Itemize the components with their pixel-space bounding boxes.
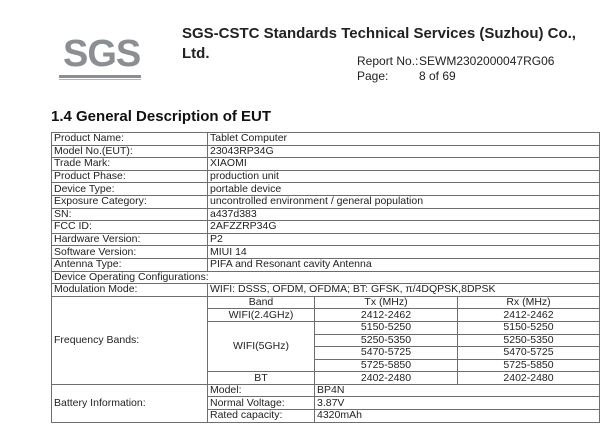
report-number-row bbox=[357, 54, 554, 69]
table-row bbox=[52, 145, 600, 158]
table-row bbox=[52, 271, 600, 284]
row-label: Exposure Category: bbox=[52, 195, 208, 208]
row-label: Software Version: bbox=[52, 246, 208, 259]
rx-cell: 5150-5250 bbox=[458, 321, 600, 334]
company-name: SGS-CSTC Standards Technical Services (Suzhou) Co., Ltd. bbox=[182, 25, 576, 62]
page-row bbox=[357, 69, 554, 84]
tx-cell: 5150-5250 bbox=[315, 321, 458, 334]
row-label: SN: bbox=[52, 208, 208, 221]
logo-underline-thin bbox=[59, 79, 141, 80]
battery-model-value: BP4N bbox=[315, 384, 600, 397]
table-row bbox=[52, 246, 600, 259]
tx-header: Tx (MHz) bbox=[315, 296, 458, 309]
band-cell: WIFI(2.4GHz) bbox=[208, 309, 315, 322]
row-label: Device Operating Configurations: bbox=[52, 271, 600, 284]
logo-text: SGS bbox=[63, 33, 141, 75]
row-label: Device Type: bbox=[52, 183, 208, 196]
row-label: Hardware Version: bbox=[52, 233, 208, 246]
row-value: production unit bbox=[208, 170, 600, 183]
row-label: Modulation Mode: bbox=[52, 284, 208, 297]
battery-capacity-label: Rated capacity: bbox=[208, 410, 315, 423]
tx-cell: 5250-5350 bbox=[315, 334, 458, 347]
table-row bbox=[52, 133, 600, 146]
row-value: XIAOMI bbox=[208, 158, 600, 171]
table-row bbox=[52, 258, 600, 271]
tx-cell: 5725-5850 bbox=[315, 359, 458, 372]
row-value: 2AFZZRP34G bbox=[208, 221, 600, 234]
section-title: 1.4 General Description of EUT bbox=[51, 108, 272, 125]
row-label: Product Phase: bbox=[52, 170, 208, 183]
row-value: P2 bbox=[208, 233, 600, 246]
band-header: Band bbox=[208, 296, 315, 309]
rx-cell: 5725-5850 bbox=[458, 359, 600, 372]
rx-cell: 2402-2480 bbox=[458, 372, 600, 385]
row-label: Trade Mark: bbox=[52, 158, 208, 171]
row-value: a437d383 bbox=[208, 208, 600, 221]
frequency-bands-label: Frequency Bands: bbox=[52, 296, 208, 384]
report-number-label: Report No.: bbox=[357, 54, 419, 68]
eut-description-table bbox=[51, 132, 600, 423]
battery-voltage-value: 3.87V bbox=[315, 397, 600, 410]
table-row bbox=[52, 158, 600, 171]
row-label: Product Name: bbox=[52, 133, 208, 146]
table-row bbox=[52, 183, 600, 196]
battery-information-label: Battery Information: bbox=[52, 384, 208, 422]
row-value: 23043RP34G bbox=[208, 145, 600, 158]
row-value: PIFA and Resonant cavity Antenna bbox=[208, 258, 600, 271]
table-row bbox=[52, 221, 600, 234]
rx-cell: 5250-5350 bbox=[458, 334, 600, 347]
sgs-logo bbox=[57, 28, 139, 80]
battery-voltage-label: Normal Voltage: bbox=[208, 397, 315, 410]
row-value: MIUI 14 bbox=[208, 246, 600, 259]
row-value: portable device bbox=[208, 183, 600, 196]
battery-model-label: Model: bbox=[208, 384, 315, 397]
report-info bbox=[357, 54, 554, 84]
row-label: FCC ID: bbox=[52, 221, 208, 234]
row-value: Tablet Computer bbox=[208, 133, 600, 146]
tx-cell: 2412-2462 bbox=[315, 309, 458, 322]
page-label: Page: bbox=[357, 69, 389, 83]
frequency-header-row bbox=[52, 296, 600, 309]
page-value: 8 of 69 bbox=[419, 69, 456, 83]
band-cell: BT bbox=[208, 372, 315, 385]
row-label: Model No.(EUT): bbox=[52, 145, 208, 158]
table-row bbox=[52, 233, 600, 246]
report-number-value: SEWM2302000047RG06 bbox=[419, 54, 555, 68]
battery-capacity-value: 4320mAh bbox=[315, 410, 600, 423]
row-value: uncontrolled environment / general population bbox=[208, 195, 600, 208]
table-row bbox=[52, 284, 600, 297]
table-row bbox=[52, 170, 600, 183]
table-row bbox=[52, 195, 600, 208]
battery-row bbox=[52, 384, 600, 397]
rx-cell: 2412-2462 bbox=[458, 309, 600, 322]
tx-cell: 5470-5725 bbox=[315, 347, 458, 360]
rx-cell: 5470-5725 bbox=[458, 347, 600, 360]
table-row bbox=[52, 208, 600, 221]
row-label: Antenna Type: bbox=[52, 258, 208, 271]
band-cell: WIFI(5GHz) bbox=[208, 321, 315, 371]
logo-underline bbox=[59, 75, 141, 78]
rx-header: Rx (MHz) bbox=[458, 296, 600, 309]
row-value: WIFI: DSSS, OFDM, OFDMA; BT: GFSK, π/4DQPSK,8DPSK bbox=[208, 284, 600, 297]
tx-cell: 2402-2480 bbox=[315, 372, 458, 385]
